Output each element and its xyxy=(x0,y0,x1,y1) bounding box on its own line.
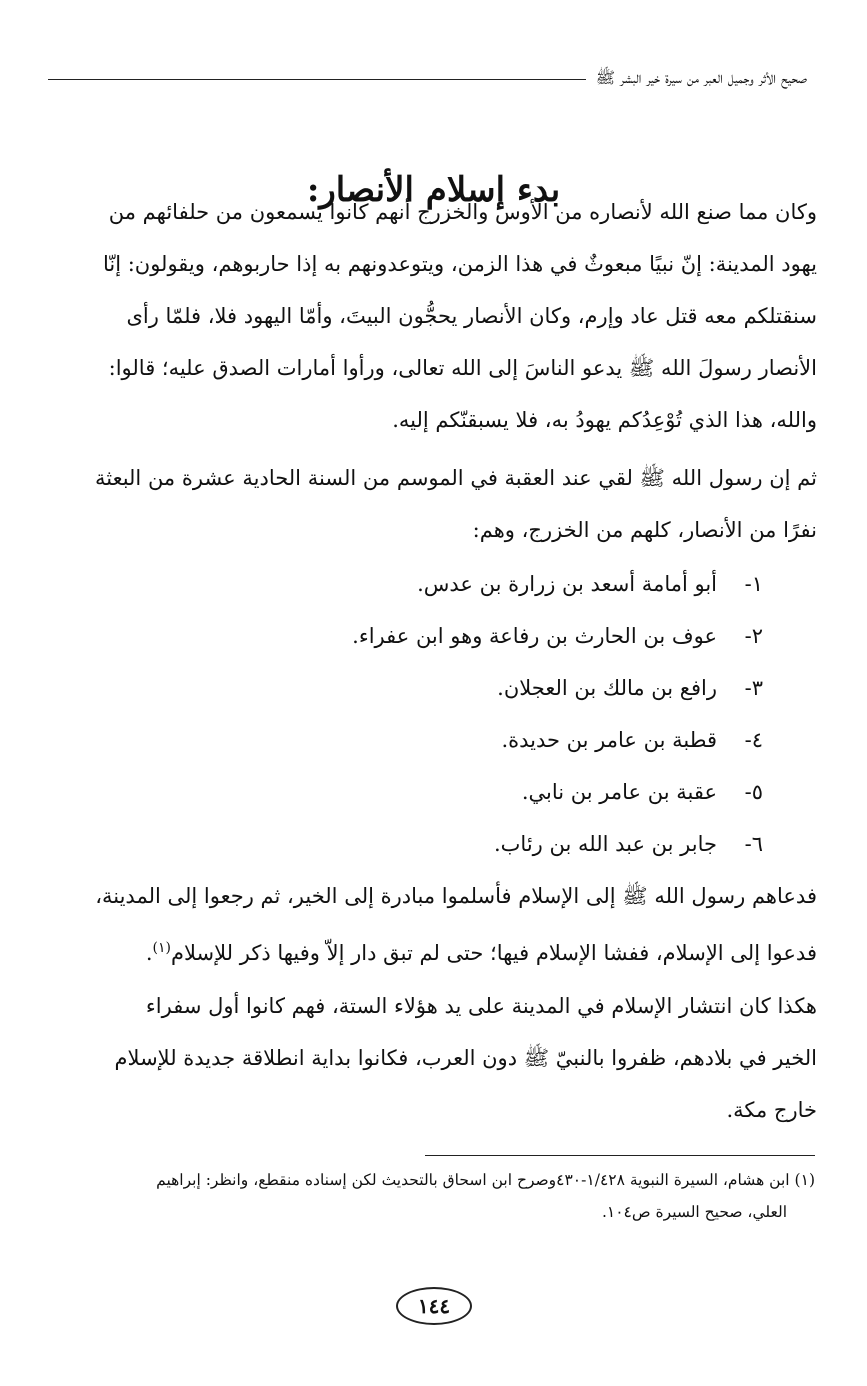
text-line: نفرًا من الأنصار، كلهم من الخزرج، وهم: xyxy=(472,518,817,542)
text-line: والله، هذا الذي تُوْعِدُكم يهودُ به، فلا يسبقنّكم إليه. xyxy=(392,408,817,432)
footnote-text: ابن هشام، السيرة النبوية ١/٤٢٨-٤٣٠وصرح ابن اسحاق بالتحديث لكن إسناده منقطع، وانظر: إبراهيم xyxy=(156,1171,790,1189)
list-item-text: قطبة بن عامر بن حديدة. xyxy=(501,728,717,752)
list-item xyxy=(63,714,763,766)
text-line: ثم إن رسول الله ﷺ لقي عند العقبة في الموسم من السنة الحادية عشرة من البعثة xyxy=(94,466,817,490)
footnote-marker: (١) xyxy=(794,1171,815,1189)
list-item-number: ٦- xyxy=(744,832,763,856)
text-line: وكان مما صنع الله لأنصاره من الأوس والخزرج أنهم كانوا يسمعون من حلفائهم من xyxy=(108,200,817,224)
footnote-separator xyxy=(425,1155,815,1156)
footnote-line xyxy=(55,1164,815,1196)
sentence-end: . xyxy=(145,941,153,965)
footnote-reference[interactable]: (١) xyxy=(152,940,171,956)
list-item-text: عوف بن الحارث بن رفاعة وهو ابن عفراء. xyxy=(352,624,717,648)
list-item xyxy=(63,662,763,714)
list-item-text: عقبة بن عامر بن نابي. xyxy=(521,780,717,804)
page-number: ١٤٤ xyxy=(396,1287,472,1325)
running-header xyxy=(48,66,807,92)
list-item-text: جابر بن عبد الله بن رئاب. xyxy=(493,832,717,856)
section-title: بدء إسلام الأنصار: xyxy=(306,170,561,211)
text-line: سنقتلكم معه قتل عاد وإرم، وكان الأنصار يحجُّون البيتَ، وأمّا اليهود فلا، فلمّا رأى xyxy=(126,304,817,328)
list-item-number: ٣- xyxy=(744,676,763,700)
text-line: الخير في بلادهم، ظفروا بالنبيّ ﷺ دون العرب، فكانوا بداية انطلاقة جديدة للإسلام xyxy=(114,1046,817,1070)
running-title: صحيح الأثر وجميل العبر من سيرة خير البشر ﷺ xyxy=(595,67,807,87)
list-item-text: أبو أمامة أسعد بن زرارة بن عدس. xyxy=(417,572,717,596)
text-line-body: فدعوا إلى الإسلام، ففشا الإسلام فيها؛ حتى لم تبق دار إلاّ وفيها ذكر للإسلام xyxy=(171,941,817,965)
text-line: الأنصار رسولَ الله ﷺ يدعو الناسَ إلى الله تعالى، ورأوا أمارات الصدق عليه؛ قالوا: xyxy=(108,356,817,380)
text-line: هكذا كان انتشار الإسلام في المدينة على يد هؤلاء الستة، فهم كانوا أول سفراء xyxy=(145,994,817,1018)
list-item-text: رافع بن مالك بن العجلان. xyxy=(497,676,717,700)
list-item-number: ٥- xyxy=(744,780,763,804)
list-item-number: ٢- xyxy=(744,624,763,648)
list-item xyxy=(63,558,763,610)
list-item-number: ١- xyxy=(744,572,763,596)
list-item-number: ٤- xyxy=(744,728,763,752)
footnote-line: العلي، صحيح السيرة ص١٠٤. xyxy=(601,1203,787,1221)
text-line xyxy=(57,922,817,979)
list-item xyxy=(63,818,763,870)
header-rule xyxy=(48,79,586,80)
text-line: يهود المدينة: إنّ نبيًا مبعوثٌ في هذا الزمن، ويتوعدونهم به إذا حاربوهم، ويقولون: إنّا xyxy=(102,252,817,276)
text-line: فدعاهم رسول الله ﷺ إلى الإسلام فأسلموا مبادرة إلى الخير، ثم رجعوا إلى المدينة، xyxy=(95,884,817,908)
text-line: خارج مكة. xyxy=(726,1098,817,1122)
list-item xyxy=(63,766,763,818)
list-item xyxy=(63,610,763,662)
